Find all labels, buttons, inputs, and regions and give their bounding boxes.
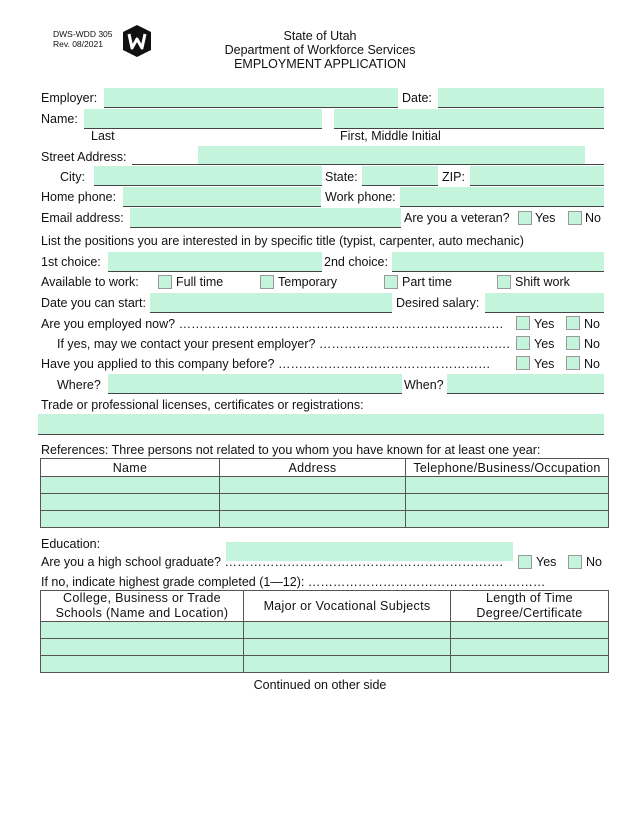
edu-col-major: Major or Vocational Subjects <box>244 591 451 622</box>
temporary-label: Temporary <box>278 275 338 289</box>
contact-yes-checkbox[interactable] <box>516 336 530 350</box>
edu-3-school[interactable] <box>41 656 244 673</box>
edu-2-major[interactable] <box>244 639 451 656</box>
contact-employer-label: If yes, may we contact your present employer? ………………………………………. <box>57 337 510 351</box>
available-label: Available to work: <box>41 275 139 289</box>
veteran-yes-label: Yes <box>535 211 556 225</box>
applied-no-checkbox[interactable] <box>566 356 580 370</box>
first-choice-underline <box>108 271 322 272</box>
when-input[interactable] <box>447 374 604 393</box>
first-name-input[interactable] <box>334 109 604 128</box>
edu-1-school[interactable] <box>41 622 244 639</box>
licenses-underline <box>38 434 604 435</box>
work-phone-input[interactable] <box>400 187 604 206</box>
part-time-checkbox[interactable] <box>384 275 398 289</box>
name-label: Name: <box>41 112 78 126</box>
shift-work-label: Shift work <box>515 275 570 289</box>
zip-input[interactable] <box>470 166 604 185</box>
last-caption: Last <box>91 129 115 143</box>
where-underline <box>108 393 402 394</box>
first-middle-caption: First, Middle Initial <box>340 129 441 143</box>
edu-3-length[interactable] <box>451 656 609 673</box>
salary-label: Desired salary: <box>396 296 480 310</box>
ref-3-telephone[interactable] <box>406 511 609 528</box>
edu-1-length[interactable] <box>451 622 609 639</box>
employed-now-label: Are you employed now? …………………………………………………………………… <box>41 317 504 331</box>
shift-work-checkbox[interactable] <box>497 275 511 289</box>
first-choice-input[interactable] <box>108 252 322 271</box>
where-label: Where? <box>57 378 101 392</box>
veteran-no-label: No <box>585 211 601 225</box>
last-name-underline <box>84 128 322 129</box>
when-underline <box>447 393 604 394</box>
start-date-underline <box>150 312 392 313</box>
work-phone-label: Work phone: <box>325 190 396 204</box>
start-date-input[interactable] <box>150 293 392 312</box>
start-date-label: Date you can start: <box>41 296 146 310</box>
department-name: Department of Workforce Services <box>224 43 416 57</box>
street-input[interactable] <box>198 146 585 164</box>
ref-1-name[interactable] <box>41 477 220 494</box>
zip-underline <box>470 185 604 186</box>
edu-col-schools: College, Business or Trade Schools (Name and Location) <box>41 591 244 622</box>
edu-col-length: Length of Time Degree/Certificate <box>451 591 609 622</box>
city-underline <box>94 185 322 186</box>
hs-graduate-label: Are you a high school graduate? …………………………………………………………. <box>41 555 503 569</box>
veteran-yes-checkbox[interactable] <box>518 211 532 225</box>
contact-no-label: No <box>584 337 600 351</box>
employer-label: Employer: <box>41 91 98 105</box>
city-input[interactable] <box>94 166 322 185</box>
hs-no-label: No <box>586 555 602 569</box>
date-label: Date: <box>402 91 432 105</box>
temporary-checkbox[interactable] <box>260 275 274 289</box>
applied-yes-label: Yes <box>534 357 555 371</box>
table-row <box>41 639 609 656</box>
form-title: EMPLOYMENT APPLICATION <box>234 57 406 71</box>
employer-input[interactable] <box>104 88 398 107</box>
applied-no-label: No <box>584 357 600 371</box>
email-underline <box>130 227 401 228</box>
table-row <box>41 477 609 494</box>
employed-no-label: No <box>584 317 600 331</box>
employed-yes-checkbox[interactable] <box>516 316 530 330</box>
when-label: When? <box>404 378 444 392</box>
employed-no-checkbox[interactable] <box>566 316 580 330</box>
date-input[interactable] <box>438 88 604 107</box>
ref-3-address[interactable] <box>220 511 406 528</box>
form-revision: Rev. 08/2021 <box>53 39 103 49</box>
zip-label: ZIP: <box>442 170 465 184</box>
work-phone-underline <box>400 206 604 207</box>
edu-2-length[interactable] <box>451 639 609 656</box>
ref-col-address: Address <box>220 459 406 477</box>
home-phone-underline <box>123 206 321 207</box>
table-row <box>41 622 609 639</box>
edu-2-school[interactable] <box>41 639 244 656</box>
second-choice-label: 2nd choice: <box>324 255 388 269</box>
state-name: State of Utah <box>283 29 357 43</box>
edu-1-major[interactable] <box>244 622 451 639</box>
employer-underline <box>104 107 398 108</box>
employed-yes-label: Yes <box>534 317 555 331</box>
applied-yes-checkbox[interactable] <box>516 356 530 370</box>
ref-1-address[interactable] <box>220 477 406 494</box>
street-label: Street Address: <box>41 150 127 164</box>
contact-yes-label: Yes <box>534 337 555 351</box>
licenses-label: Trade or professional licenses, certificates or registrations: <box>41 398 364 412</box>
ref-col-name: Name <box>41 459 220 477</box>
veteran-label: Are you a veteran? <box>404 211 510 225</box>
state-label: State: <box>325 170 358 184</box>
street-underline <box>132 164 604 165</box>
full-time-checkbox[interactable] <box>158 275 172 289</box>
second-choice-input[interactable] <box>392 252 604 271</box>
table-row <box>41 511 609 528</box>
city-label: City: <box>60 170 85 184</box>
first-choice-label: 1st choice: <box>41 255 101 269</box>
licenses-input[interactable] <box>38 414 604 434</box>
email-input[interactable] <box>130 208 401 227</box>
hs-yes-label: Yes <box>536 555 557 569</box>
full-time-label: Full time <box>176 275 224 289</box>
highest-grade-label: If no, indicate highest grade completed (1—12): ………………………………………………… <box>41 575 546 589</box>
state-underline <box>362 185 438 186</box>
references-intro: References: Three persons not related to you whom you have known for at least one year: <box>41 443 541 457</box>
last-name-input[interactable] <box>84 109 322 128</box>
contact-no-checkbox[interactable] <box>566 336 580 350</box>
state-input[interactable] <box>362 166 438 185</box>
salary-input[interactable] <box>485 293 604 312</box>
home-phone-label: Home phone: <box>41 190 117 204</box>
ref-3-name[interactable] <box>41 511 220 528</box>
continued-note: Continued on other side <box>253 678 387 692</box>
applied-before-label: Have you applied to this company before? …………………………………………… <box>41 357 491 371</box>
form-id: DWS-WDD 305 <box>53 29 113 39</box>
second-choice-underline <box>392 271 604 272</box>
ref-2-name[interactable] <box>41 494 220 511</box>
edu-3-major[interactable] <box>244 656 451 673</box>
table-row <box>41 494 609 511</box>
table-row <box>41 656 609 673</box>
part-time-label: Part time <box>402 275 453 289</box>
positions-instructions: List the positions you are interested in by specific title (typist, carpenter, auto mechanic) <box>41 234 524 248</box>
education-heading: Education: <box>41 537 101 551</box>
hs-yes-checkbox[interactable] <box>518 555 532 569</box>
email-label: Email address: <box>41 211 124 225</box>
hs-no-checkbox[interactable] <box>568 555 582 569</box>
ref-2-telephone[interactable] <box>406 494 609 511</box>
references-table <box>40 458 609 528</box>
ref-2-address[interactable] <box>220 494 406 511</box>
education-table <box>40 590 609 673</box>
ref-col-telephone: Telephone/Business/Occupation <box>406 459 609 477</box>
ref-1-telephone[interactable] <box>406 477 609 494</box>
date-underline <box>438 107 604 108</box>
salary-underline <box>485 312 604 313</box>
home-phone-input[interactable] <box>123 187 321 206</box>
where-input[interactable] <box>108 374 402 393</box>
veteran-no-checkbox[interactable] <box>568 211 582 225</box>
